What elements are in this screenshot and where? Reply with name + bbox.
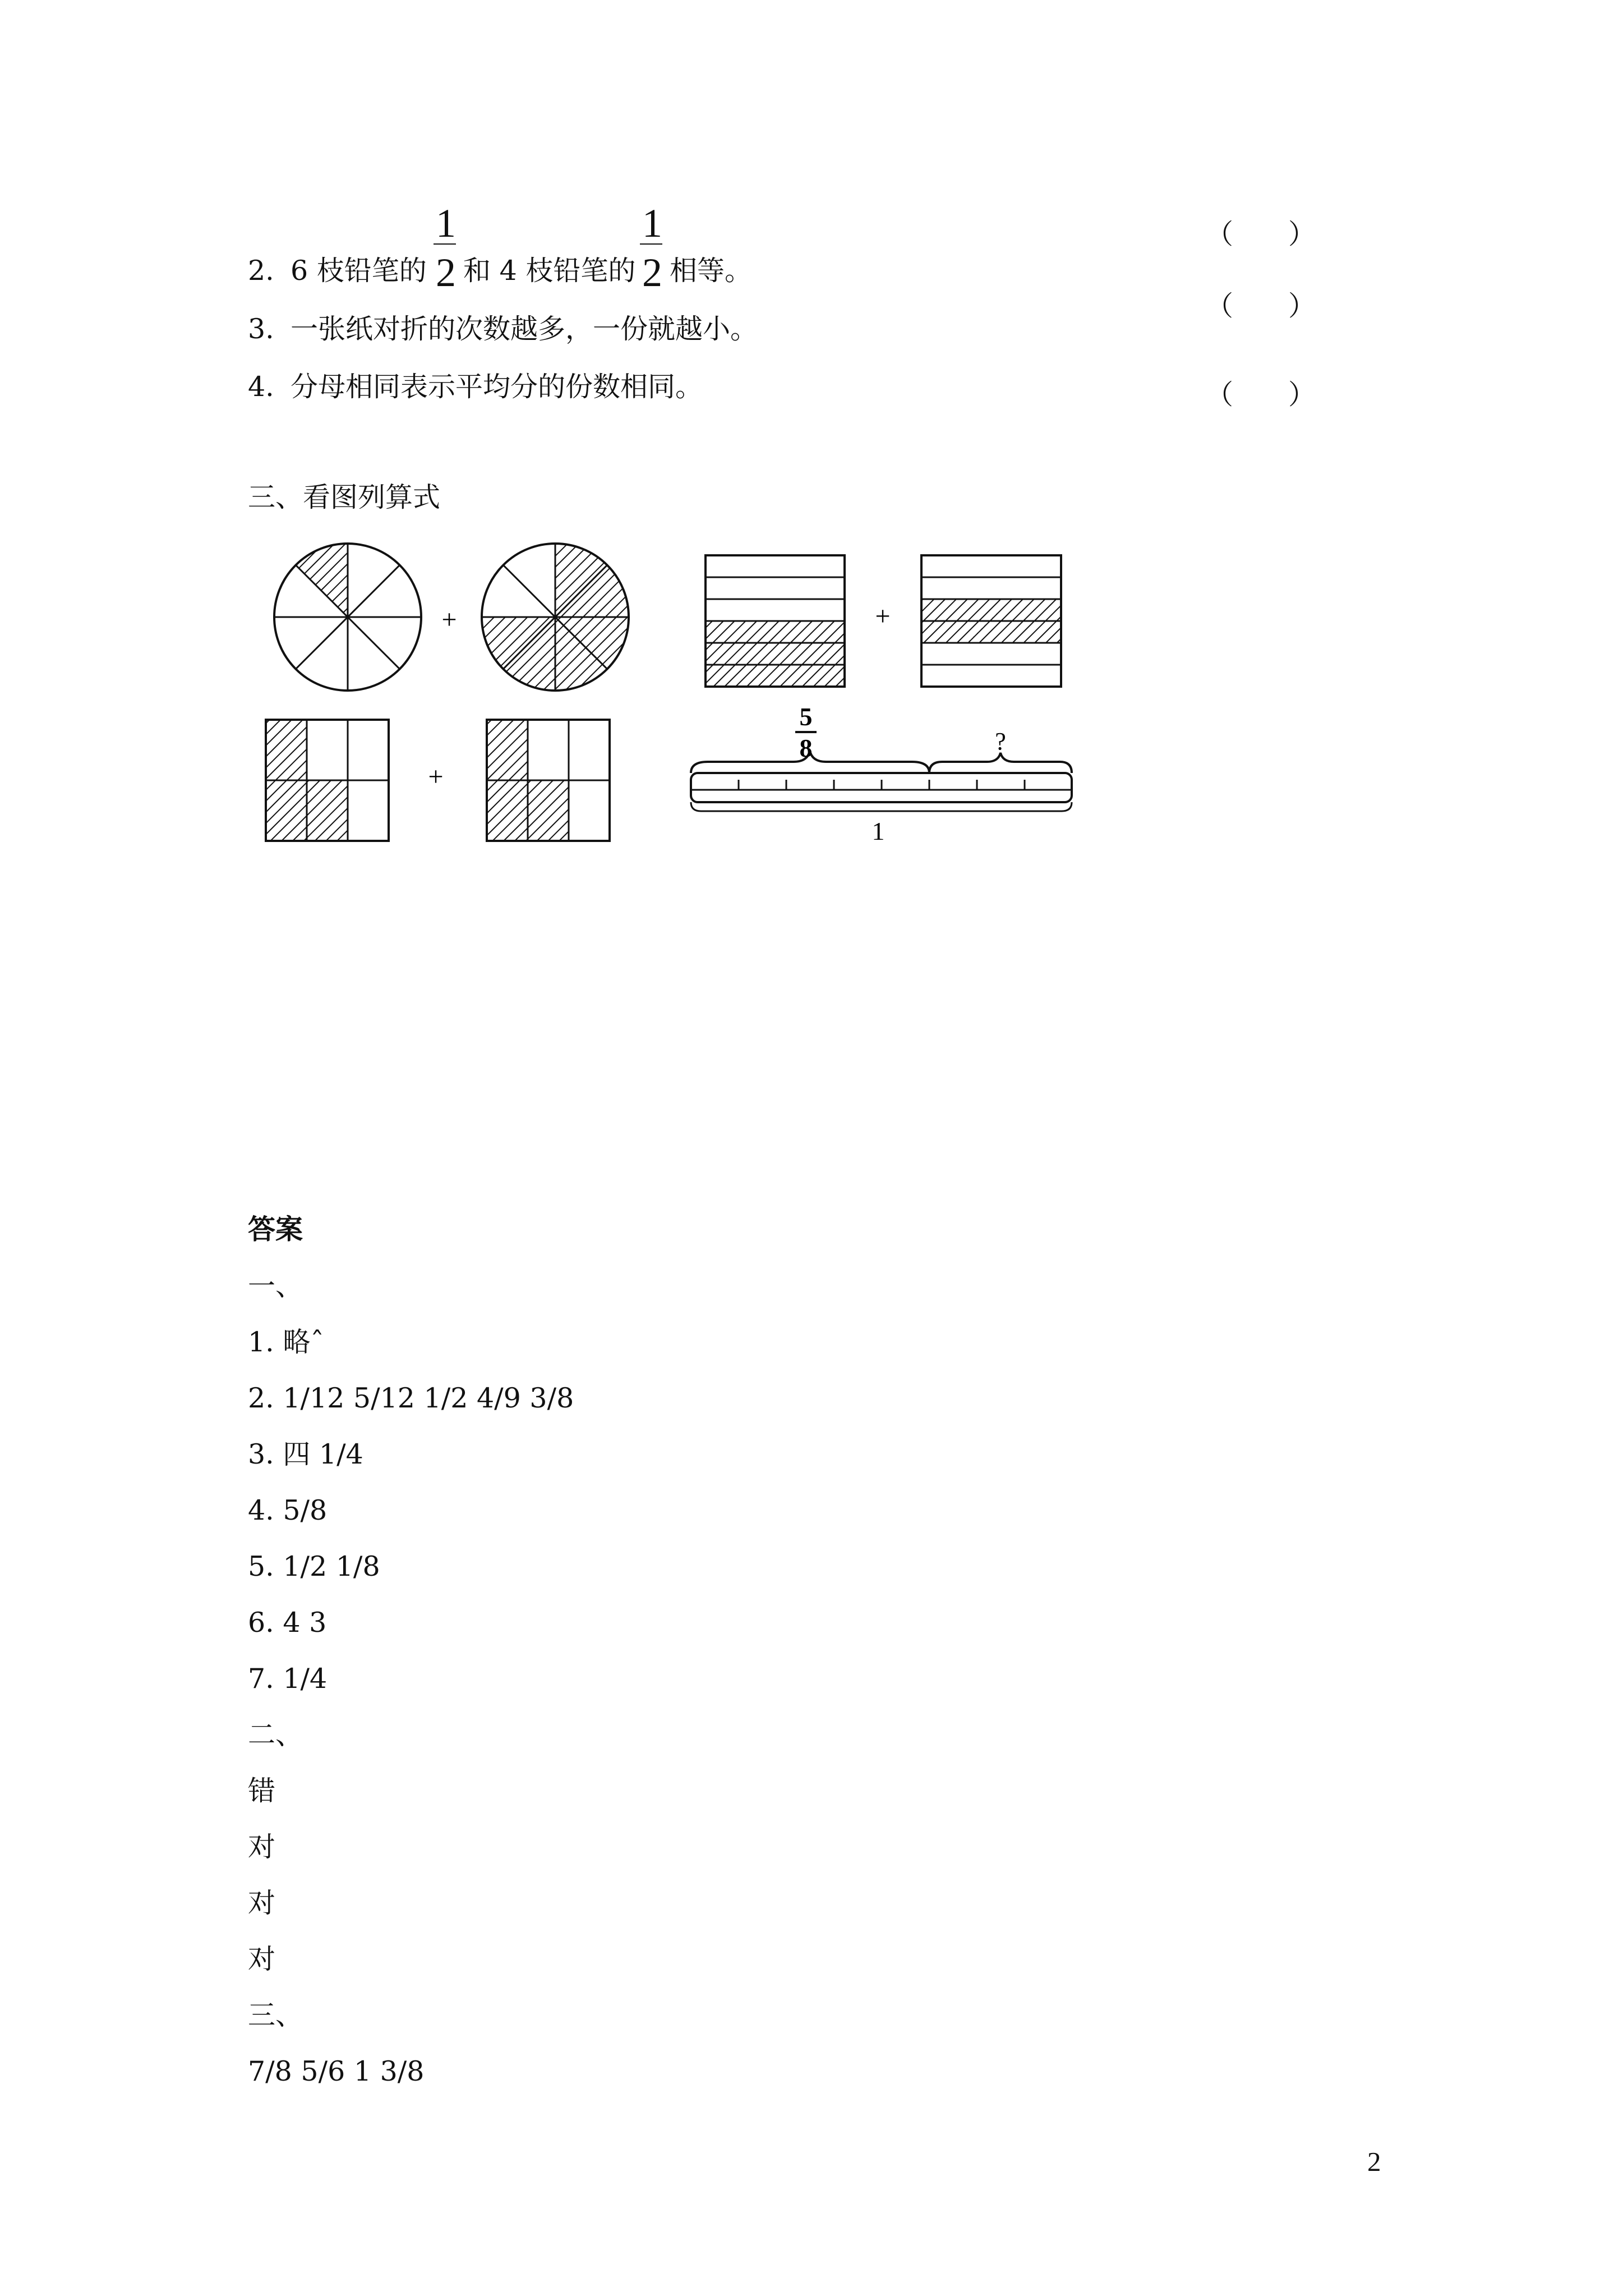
shaded-stripe	[921, 621, 1061, 643]
item-text: 一张纸对折的次数越多，一份就越小。	[291, 313, 758, 345]
answer-line: 错	[248, 1775, 276, 1807]
answer-line: 7. 1/4	[248, 1663, 328, 1695]
answer-line: 1. 略ˆ	[248, 1326, 324, 1358]
grid-figure-2	[487, 720, 610, 841]
answer-line: 一、	[248, 1270, 303, 1302]
shaded-stripe	[706, 621, 845, 643]
shaded-stripe	[706, 643, 845, 665]
answer-line: 对	[248, 1831, 276, 1863]
brace-right	[929, 753, 1072, 773]
fraction-denominator: 2	[642, 250, 662, 295]
plus-sign: +	[441, 605, 457, 634]
answer-line: 5. 1/2 1/8	[248, 1550, 380, 1582]
answer-line: 7/8 5/6 1 3/8	[248, 2055, 425, 2087]
item-number: 4.	[248, 371, 274, 403]
fraction-denominator: 2	[436, 250, 456, 295]
shaded-cell	[266, 780, 307, 841]
answers-title: 答案	[248, 1213, 303, 1245]
page-number: 2	[1367, 2146, 1381, 2177]
fraction-numerator: 1	[642, 201, 662, 246]
answer-parentheses[interactable]: （ ）	[1206, 379, 1316, 411]
question-mark: ?	[995, 728, 1006, 755]
answer-parentheses[interactable]: （ ）	[1206, 218, 1316, 250]
bottom-bracket	[691, 802, 1072, 811]
item-number: 2.	[248, 255, 274, 287]
item-text-a: 6 枝铅笔的	[291, 255, 427, 287]
stripe-figure-1	[706, 555, 845, 687]
shaded-cell	[487, 720, 528, 780]
stripe-figure-2	[921, 555, 1061, 687]
shaded-stripe	[921, 599, 1061, 621]
answer-parentheses[interactable]: （ ）	[1206, 290, 1316, 322]
answer-line: 三、	[248, 1999, 303, 2031]
whole-label: 1	[872, 817, 885, 845]
item-number: 3.	[248, 313, 274, 345]
answer-line: 二、	[248, 1719, 303, 1751]
answer-line: 2. 1/12 5/12 1/2 4/9 3/8	[248, 1382, 574, 1414]
answer-line: 对	[248, 1887, 276, 1919]
circle-figure-2	[482, 544, 629, 691]
answer-line: 4. 5/8	[248, 1494, 328, 1526]
shaded-cell	[307, 780, 348, 841]
answer-line: 6. 4 3	[248, 1607, 327, 1639]
bar-segment-diagram	[691, 751, 1072, 811]
fraction-numerator: 1	[436, 201, 456, 246]
circle-figure-1	[274, 544, 421, 691]
fraction-label-numerator: 5	[799, 702, 813, 731]
shaded-cell	[528, 780, 569, 841]
shaded-cell	[266, 720, 307, 780]
item-text: 分母相同表示平均分的份数相同。	[291, 371, 703, 403]
fraction-label-denominator: 8	[799, 734, 813, 762]
answer-line: 对	[248, 1943, 276, 1975]
shaded-sector	[296, 544, 348, 617]
item-text-c: 相等。	[670, 255, 753, 287]
plus-sign: +	[428, 762, 444, 792]
shaded-cell	[487, 780, 528, 841]
grid-figure-1	[266, 720, 389, 841]
plus-sign: +	[875, 601, 891, 631]
shaded-stripe	[706, 665, 845, 687]
answer-line: 3. 四 1/4	[248, 1438, 363, 1470]
item-text-b: 和 4 枝铅笔的	[463, 255, 636, 287]
section-title: 三、看图列算式	[248, 481, 441, 513]
